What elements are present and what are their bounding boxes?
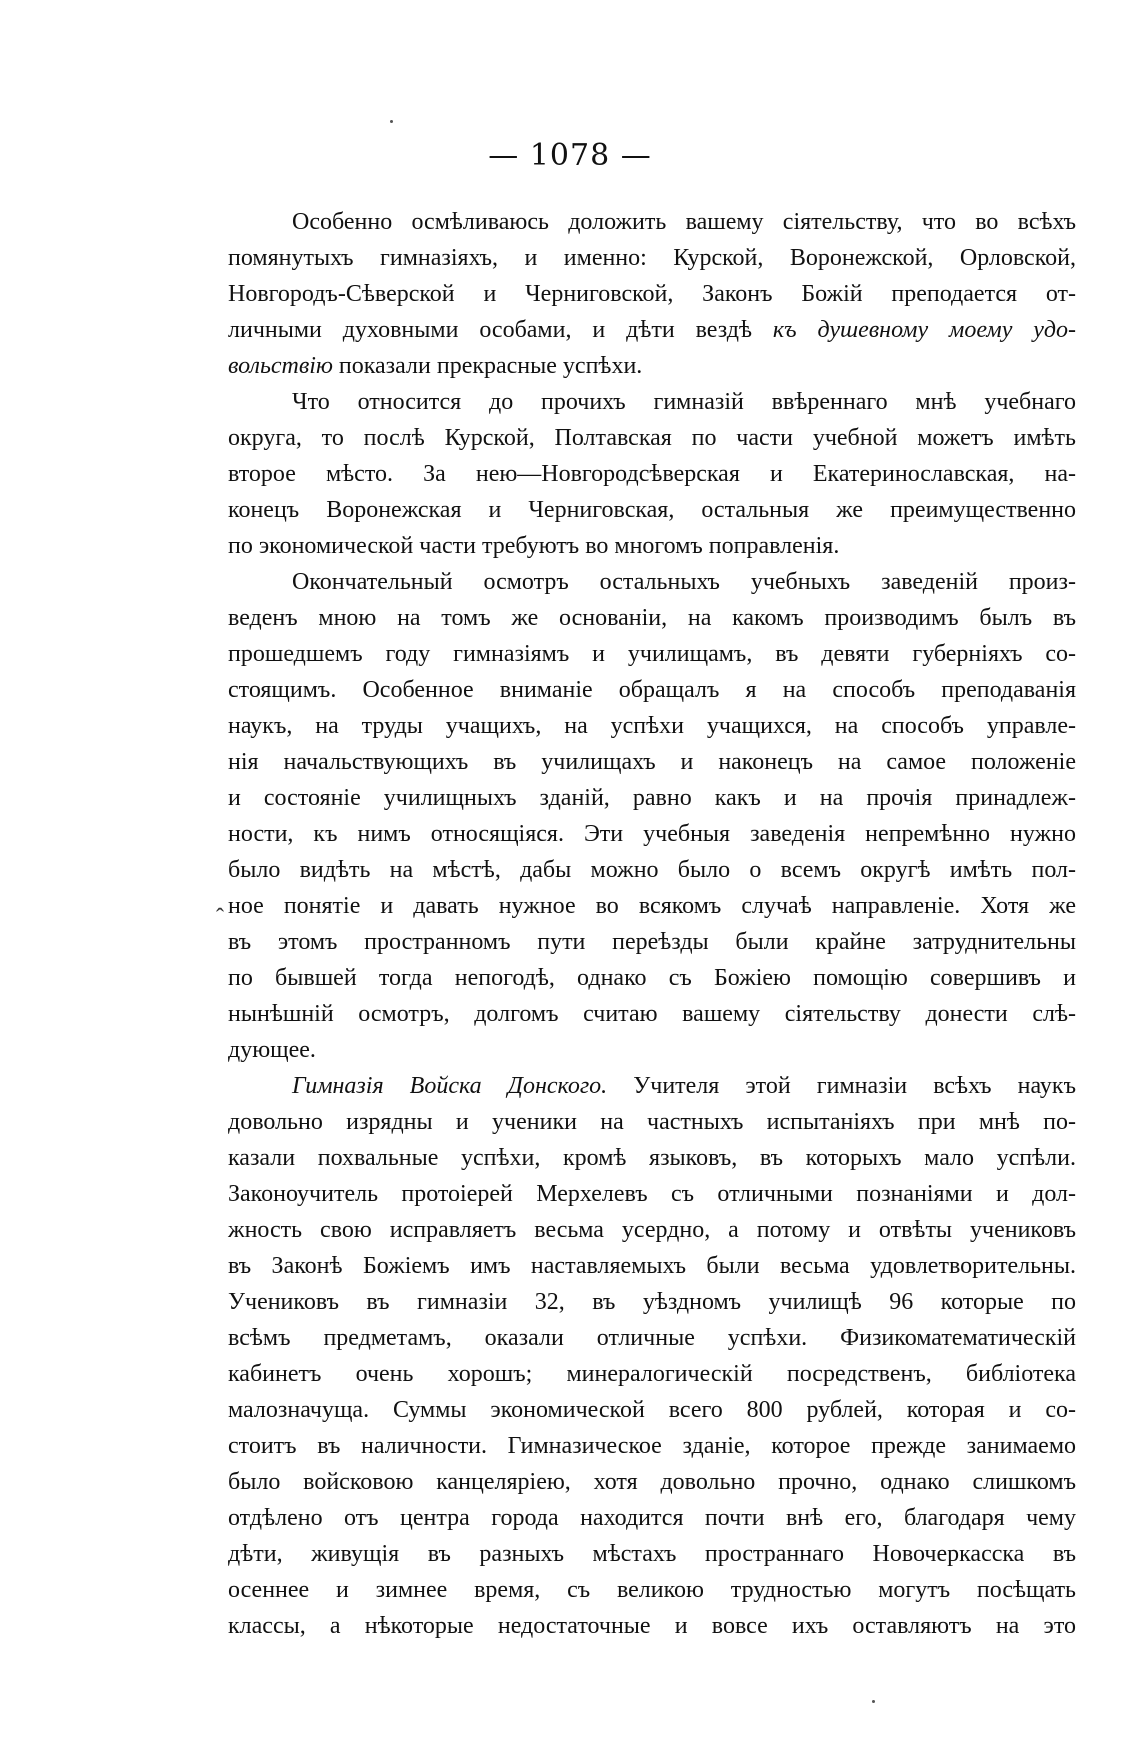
text-line — [228, 708, 1076, 744]
scan-speck — [872, 1700, 875, 1703]
text-line — [228, 312, 1076, 348]
text-line — [228, 1356, 1076, 1392]
line-text: классы, а нѣкоторые недостаточные и вовсе ихъ оставляютъ на это — [228, 1613, 1076, 1639]
text-line — [228, 852, 1076, 888]
line-text: веденъ мною на томъ же основаніи, на какомъ производимъ былъ въ — [228, 605, 1076, 631]
line-text: всѣмъ предметамъ, оказали отличные успѣхи. Физикоматематическій — [228, 1325, 1076, 1351]
line-text: стоитъ въ наличности. Гимназическое зданіе, которое прежде занимаемо — [228, 1433, 1076, 1459]
text-line — [228, 924, 1076, 960]
line-text: было видѣть на мѣстѣ, дабы можно было о всемъ округѣ имѣть пол- — [228, 857, 1076, 883]
line-text: дѣти, живущія въ разныхъ мѣстахъ пространнаго Новочеркасска въ — [228, 1541, 1076, 1567]
margin-tick-mark: ˆ — [216, 905, 224, 931]
italic-text: вольствію — [228, 353, 333, 379]
text-line — [228, 816, 1076, 852]
line-text: нія начальствующихъ въ училищахъ и наконецъ на самое положеніе — [228, 749, 1076, 775]
italic-text: Гимназія Войска Донского. — [292, 1073, 608, 1099]
text-line — [228, 996, 1076, 1032]
text-line — [228, 1536, 1076, 1572]
text-line — [228, 1068, 1076, 1104]
line-text: и состояніе училищныхъ зданій, равно какъ и на прочія принадлеж- — [228, 785, 1076, 811]
line-text: наукъ, на труды учащихъ, на успѣхи учащихся, на способъ управле- — [228, 713, 1076, 739]
paragraph — [228, 1068, 1076, 1644]
text-line — [228, 384, 1076, 420]
line-text: малозначуща. Суммы экономической всего 800 рублей, которая и со- — [228, 1397, 1076, 1423]
line-text: нынѣшній осмотръ, долгомъ считаю вашему сіятельству донести слѣ- — [228, 1001, 1076, 1027]
text-line — [228, 240, 1076, 276]
text-line — [228, 276, 1076, 312]
line-text: отдѣлено отъ центра города находится почти внѣ его, благодаря чему — [228, 1505, 1076, 1531]
line-text: прошедшемъ году гимназіямъ и училищамъ, въ девяти губерніяхъ со- — [228, 641, 1076, 667]
paragraph — [228, 384, 1076, 564]
text-line — [228, 960, 1076, 996]
text-line — [228, 564, 1076, 600]
text-line — [228, 492, 1076, 528]
line-text: по экономической части требуютъ во многомъ поправленія. — [228, 533, 840, 559]
text-line — [228, 1248, 1076, 1284]
line-text: Учителя этой гимназіи всѣхъ наукъ — [607, 1073, 1076, 1099]
line-text: довольно изрядны и ученики на частныхъ испытаніяхъ при мнѣ по- — [228, 1109, 1076, 1135]
line-text: казали похвальные успѣхи, кромѣ языковъ, въ которыхъ мало успѣли. — [228, 1145, 1076, 1171]
italic-text: къ душевному моему удо- — [752, 317, 1076, 343]
text-line — [228, 1140, 1076, 1176]
text-line — [228, 1500, 1076, 1536]
line-text: по бывшей тогда непогодѣ, однако съ Божіею помощію совершивъ и — [228, 965, 1076, 991]
scan-speck — [390, 120, 393, 123]
text-line — [228, 1320, 1076, 1356]
body-text — [228, 204, 1076, 1644]
line-text: округа, то послѣ Курской, Полтавская по части учебной можетъ имѣть — [228, 425, 1076, 451]
line-text: конецъ Воронежская и Черниговская, остальныя же преимущественно — [228, 497, 1076, 523]
text-line — [228, 1104, 1076, 1140]
text-line — [228, 1464, 1076, 1500]
text-line — [228, 1428, 1076, 1464]
line-text: въ Законѣ Божіемъ имъ наставляемыхъ были весьма удовлетворительны. — [228, 1253, 1076, 1279]
line-text: кабинетъ очень хорошъ; минералогическій посредственъ, библіотека — [228, 1361, 1076, 1387]
line-text: Новгородъ-Сѣверской и Черниговской, Законъ Божій преподается от- — [228, 281, 1076, 307]
text-line — [228, 204, 1076, 240]
text-line — [228, 672, 1076, 708]
paragraph — [228, 204, 1076, 384]
text-line — [228, 600, 1076, 636]
line-text: личными духовными особами, и дѣти вездѣ — [228, 317, 753, 343]
line-text: второе мѣсто. За нею—Новгородсѣверская и Екатеринославская, на- — [228, 461, 1076, 487]
line-text: осеннее и зимнее время, съ великою трудностью могутъ посѣщать — [228, 1577, 1076, 1603]
text-line — [228, 1212, 1076, 1248]
text-line — [228, 528, 1076, 564]
page-number: — 1078 — — [488, 138, 652, 173]
line-text: показали прекрасные успѣхи. — [332, 353, 643, 379]
line-text: помянутыхъ гимназіяхъ, и именно: Курской, Воронежской, Орловской, — [228, 245, 1076, 271]
text-line — [228, 744, 1076, 780]
text-line — [228, 780, 1076, 816]
line-text: Учениковъ въ гимназіи 32, въ уѣздномъ училищѣ 96 которые по — [228, 1289, 1076, 1315]
line-text: Особенно осмѣливаюсь доложить вашему сіятельству, что во всѣхъ — [292, 209, 1076, 235]
text-line — [228, 888, 1076, 924]
text-line — [228, 1032, 1076, 1068]
text-line — [228, 420, 1076, 456]
text-line — [228, 456, 1076, 492]
text-line — [228, 348, 1076, 384]
line-text: было войсковою канцеляріею, хотя довольно прочно, однако слишкомъ — [228, 1469, 1076, 1495]
line-text: стоящимъ. Особенное вниманіе обращалъ я на способъ преподаванія — [228, 677, 1076, 703]
text-line — [228, 1176, 1076, 1212]
line-text: въ этомъ пространномъ пути переѣзды были крайне затруднительны — [228, 929, 1076, 955]
line-text: Законоучитель протоіерей Мерхелевъ съ отличными познаніями и дол- — [228, 1181, 1076, 1207]
text-line — [228, 1392, 1076, 1428]
line-text: жность свою исправляетъ весьма усердно, а потому и отвѣты учениковъ — [228, 1217, 1076, 1243]
line-text: дующее. — [228, 1037, 316, 1063]
text-line — [228, 1572, 1076, 1608]
line-text: ное понятіе и давать нужное во всякомъ случаѣ направленіе. Хотя же — [228, 893, 1076, 919]
line-text: ности, къ нимъ относящіяся. Эти учебныя заведенія непремѣнно нужно — [228, 821, 1076, 847]
paragraph — [228, 564, 1076, 1068]
text-line — [228, 1284, 1076, 1320]
line-text: Окончательный осмотръ остальныхъ учебныхъ заведеній произ- — [292, 569, 1076, 595]
text-line — [228, 636, 1076, 672]
line-text: Что относится до прочихъ гимназій ввѣреннаго мнѣ учебнаго — [292, 389, 1076, 415]
text-line — [228, 1608, 1076, 1644]
